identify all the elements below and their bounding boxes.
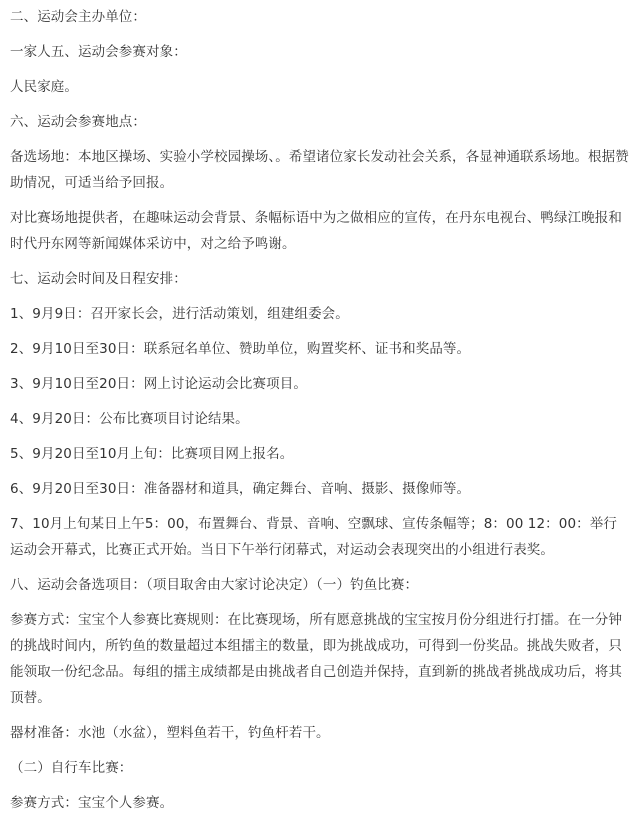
schedule-item-1: 1、9月9日：召开家长会，进行活动策划，组建组委会。 [10, 306, 349, 322]
schedule-item-4: 4、9月20日：公布比赛项目讨论结果。 [10, 411, 249, 427]
schedule-item-3: 3、9月10日至20日：网上讨论运动会比赛项目。 [10, 376, 307, 392]
bicycle-participation-text: 参赛方式：宝宝个人参赛。 [10, 795, 174, 811]
heading-events: 八、运动会备选项目：（项目取舍由大家讨论决定）（一）钓鱼比赛： [10, 577, 419, 593]
heading-schedule: 七、运动会时间及日程安排： [10, 271, 187, 287]
heading-participants: 一家人五、运动会参赛对象： [10, 44, 187, 60]
venue-provider-text: 对比赛场地提供者，在趣味运动会背景、条幅标语中为之做相应的宣传，在丹东电视台、鸭绿江晚报和时代丹东网等新闻媒体采访中，对之给予鸣谢。 [10, 210, 622, 252]
schedule-item-7: 7、10月上旬某日上午5：00，布置舞台、背景、音响、空飘球、宣传条幅等；8：00 12：00：举行运动会开幕式，比赛正式开始。当日下午举行闭幕式，对运动会表现突出的小组进行表奖。 [10, 516, 617, 558]
schedule-item-2: 2、9月10日至30日：联系冠名单位、赞助单位，购置奖杯、证书和奖品等。 [10, 341, 471, 357]
fishing-rules-text: 参赛方式：宝宝个人参赛比赛规则：在比赛现场，所有愿意挑战的宝宝按月份分组进行打擂。在一分钟的挑战时间内，所钓鱼的数量超过本组擂主的数量，即为挑战成功，可得到一份奖品。挑战失败者，只能领取一份纪念品。每组的擂主成绩都是由挑战者自己创造并保持，直到新的挑战者挑战成功后，将其顶替。 [10, 612, 622, 706]
venue-options-text: 备选场地：本地区操场、实验小学校园操场、。希望诸位家长发动社会关系，各显神通联系场地。根据赞助情况，可适当给予回报。 [10, 149, 629, 191]
heading-bicycle: （二）自行车比赛： [10, 760, 133, 776]
fishing-equipment-text: 器材准备：水池（水盆），塑料鱼若干，钓鱼杆若干。 [10, 725, 330, 741]
schedule-item-5: 5、9月20日至10月上旬：比赛项目网上报名。 [10, 446, 294, 462]
participants-text: 人民家庭。 [10, 79, 78, 95]
schedule-item-6: 6、9月20日至30日：准备器材和道具，确定舞台、音响、摄影、摄像师等。 [10, 481, 471, 497]
heading-venue: 六、运动会参赛地点： [10, 114, 146, 130]
heading-organizer: 二、运动会主办单位： [10, 9, 146, 25]
